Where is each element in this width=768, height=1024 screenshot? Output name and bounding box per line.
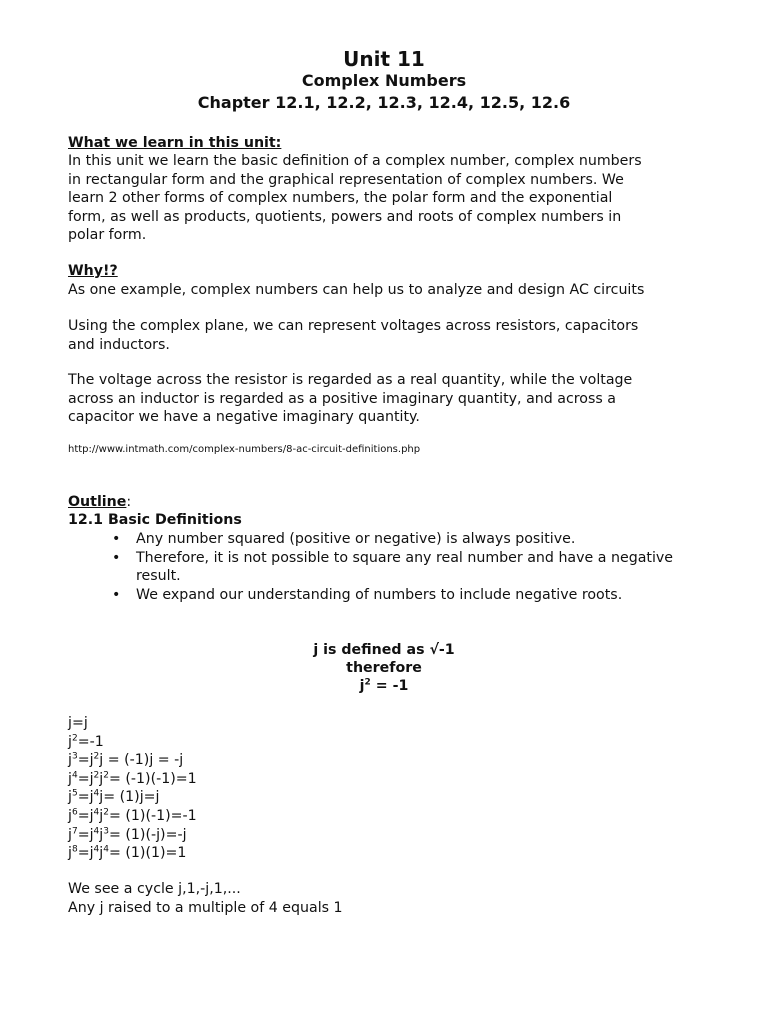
bullet-icon: • — [112, 531, 121, 547]
why-line: capacitor we have a negative imaginary quantity. — [68, 409, 420, 426]
why-paragraph-3 — [68, 371, 708, 427]
power-text: =j — [77, 770, 94, 787]
conclusion-paragraph — [68, 880, 708, 917]
conclusion-line: Any j raised to a multiple of 4 equals 1 — [68, 899, 343, 916]
power-exponent: 7 — [71, 825, 78, 836]
definition-base: j — [359, 678, 365, 694]
power-text: j — [99, 807, 104, 824]
power-text: j — [99, 770, 104, 787]
bullet-text: Therefore, it is not possible to square any real number and have a negative result. — [136, 549, 674, 585]
power-row — [68, 826, 197, 845]
learn-line: in rectangular form and the graphical representation of complex numbers. We — [68, 171, 624, 188]
why-line: across an inductor is regarded as a positive imaginary quantity, and across a — [68, 390, 616, 407]
why-paragraph-1 — [68, 281, 708, 300]
power-row — [68, 733, 197, 752]
power-text: =j — [77, 807, 94, 824]
power-exponent: 3 — [103, 825, 109, 836]
why-paragraph-2 — [68, 317, 708, 354]
learn-line: learn 2 other forms of complex numbers, the polar form and the exponential — [68, 190, 613, 207]
power-text: j = (-1)j = -j — [99, 752, 184, 769]
power-text: j=j — [68, 715, 88, 731]
power-text: j= (1)j=j — [99, 789, 160, 806]
learn-line: In this unit we learn the basic definition of a complex number, complex numbers — [68, 153, 642, 169]
unit-subtitle: Complex Numbers — [301, 71, 467, 90]
list-item — [112, 530, 712, 549]
power-exponent: 4 — [93, 807, 100, 818]
definition-rest: = -1 — [370, 678, 409, 694]
bullet-icon: • — [112, 586, 121, 603]
power-exponent: 2 — [71, 732, 78, 743]
learn-paragraph — [68, 152, 708, 245]
power-text: j — [99, 845, 104, 862]
learn-heading: What we learn in this unit: — [68, 135, 282, 151]
learn-line: polar form. — [68, 227, 147, 244]
power-exponent: 4 — [93, 788, 100, 799]
power-exponent: 5 — [71, 788, 78, 799]
reference-url: http://www.intmath.com/complex-numbers/8-ac-circuit-definitions.php — [68, 444, 421, 455]
powers-list — [68, 714, 197, 863]
power-text: j — [68, 845, 72, 862]
why-line: As one example, complex numbers can help us to analyze and design AC circuits — [68, 282, 645, 298]
power-exponent: 8 — [71, 844, 78, 855]
power-row — [68, 844, 197, 863]
bullet-text: We expand our understanding of numbers to include negative roots. — [136, 586, 623, 603]
definition-line-1: j is defined as √-1 — [313, 642, 455, 658]
chapter-list: Chapter 12.1, 12.2, 12.3, 12.4, 12.5, 12.6 — [197, 93, 571, 112]
list-item — [112, 586, 712, 605]
power-row — [68, 807, 197, 826]
unit-title: Unit 11 — [343, 47, 425, 71]
power-exponent: 4 — [93, 844, 100, 855]
power-text: =j — [77, 752, 94, 769]
power-row — [68, 788, 197, 807]
power-text: = (1)(-1)=-1 — [108, 807, 197, 824]
power-text: j — [68, 807, 72, 824]
learn-line: form, as well as products, quotients, powers and roots of complex numbers in — [68, 208, 622, 225]
power-text: =j — [77, 845, 94, 862]
power-row — [68, 770, 197, 789]
outline-heading-label: Outline — [68, 494, 127, 510]
why-line: Using the complex plane, we can represent voltages across resistors, capacitors — [68, 318, 639, 334]
power-text: = (-1)(-1)=1 — [108, 770, 197, 787]
power-exponent: 4 — [103, 844, 109, 855]
power-exponent: 4 — [71, 770, 78, 781]
outline-bullet-list — [112, 530, 712, 604]
power-exponent: 2 — [103, 807, 109, 818]
conclusion-line: We see a cycle j,1,-j,1,... — [68, 881, 241, 897]
why-line: The voltage across the resistor is regarded as a real quantity, while the voltage — [68, 372, 633, 388]
power-exponent: 2 — [93, 770, 100, 781]
power-text: = (1)(1)=1 — [108, 845, 187, 862]
power-text: j — [68, 789, 72, 806]
power-text: = (1)(-j)=-j — [108, 826, 187, 843]
power-exponent: 6 — [71, 807, 78, 818]
list-item — [112, 549, 712, 586]
power-text: j — [68, 826, 72, 843]
power-text: j — [68, 770, 72, 787]
why-heading: Why!? — [68, 263, 118, 279]
why-line: and inductors. — [68, 336, 170, 353]
outline-heading — [68, 493, 131, 512]
power-row — [68, 714, 197, 733]
power-exponent: 3 — [71, 751, 78, 762]
power-text: =-1 — [77, 733, 104, 750]
section-title: 12.1 Basic Definitions — [68, 512, 242, 528]
definition-line-3 — [0, 677, 768, 696]
power-exponent: 2 — [93, 751, 100, 762]
power-text: j — [99, 826, 104, 843]
power-text: j — [68, 752, 72, 769]
power-exponent: 2 — [103, 770, 109, 781]
power-row — [68, 751, 197, 770]
power-text: j — [68, 733, 72, 750]
bullet-icon: • — [112, 549, 121, 566]
power-text: =j — [77, 826, 94, 843]
definition-line-2: therefore — [346, 660, 422, 676]
bullet-text: Any number squared (positive or negative) is always positive. — [136, 531, 576, 547]
outline-heading-colon: : — [126, 494, 132, 510]
definition-exponent: 2 — [364, 677, 371, 688]
power-exponent: 4 — [93, 825, 100, 836]
power-text: =j — [77, 789, 94, 806]
